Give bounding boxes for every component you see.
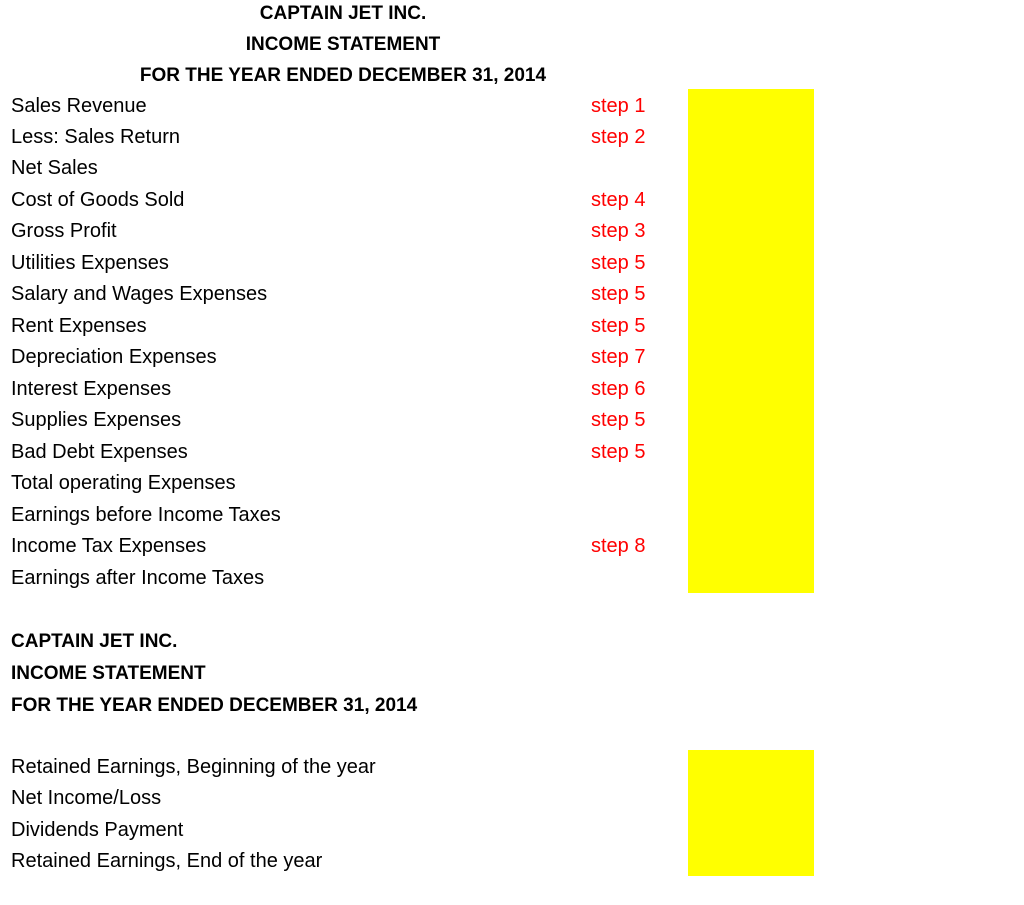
row-label: Bad Debt Expenses [11, 441, 188, 463]
row-label: Rent Expenses [11, 315, 147, 337]
row-label: Salary and Wages Expenses [11, 283, 268, 305]
step-label: step 5 [591, 441, 646, 463]
row-label: Supplies Expenses [11, 409, 182, 431]
row-label: Earnings before Income Taxes [11, 504, 281, 526]
row-label: Depreciation Expenses [11, 346, 217, 368]
statement1-title: INCOME STATEMENT [245, 34, 441, 55]
statement2-company: CAPTAIN JET INC. [11, 631, 178, 652]
row-label: Net Sales [11, 157, 98, 179]
row-label: Net Income/Loss [11, 787, 162, 809]
statement1-period: FOR THE YEAR ENDED DECEMBER 31, 2014 [139, 65, 547, 86]
row-label: Sales Revenue [11, 95, 147, 117]
statement2-period: FOR THE YEAR ENDED DECEMBER 31, 2014 [11, 695, 418, 716]
statement1-answer-area[interactable] [688, 89, 814, 593]
statement1-company: CAPTAIN JET INC. [259, 3, 427, 24]
row-label: Utilities Expenses [11, 252, 169, 274]
row-label: Dividends Payment [11, 819, 184, 841]
step-label: step 3 [591, 220, 646, 242]
step-label: step 2 [591, 126, 646, 148]
step-label: step 6 [591, 378, 646, 400]
statement2-title: INCOME STATEMENT [11, 663, 206, 684]
row-label: Income Tax Expenses [11, 535, 207, 557]
step-label: step 1 [591, 95, 646, 117]
step-label: step 7 [591, 346, 646, 368]
statement2-answer-area[interactable] [688, 750, 814, 876]
step-label: step 5 [591, 283, 646, 305]
row-label: Gross Profit [11, 220, 117, 242]
step-label: step 8 [591, 535, 646, 557]
row-label: Earnings after Income Taxes [11, 567, 265, 589]
row-label: Total operating Expenses [11, 472, 236, 494]
step-label: step 4 [591, 189, 646, 211]
row-label: Less: Sales Return [11, 126, 180, 148]
row-label: Cost of Goods Sold [11, 189, 185, 211]
step-label: step 5 [591, 409, 646, 431]
row-label: Retained Earnings, Beginning of the year [11, 756, 376, 778]
step-label: step 5 [591, 315, 646, 337]
step-label: step 5 [591, 252, 646, 274]
row-label: Retained Earnings, End of the year [11, 850, 323, 872]
row-label: Interest Expenses [11, 378, 172, 400]
